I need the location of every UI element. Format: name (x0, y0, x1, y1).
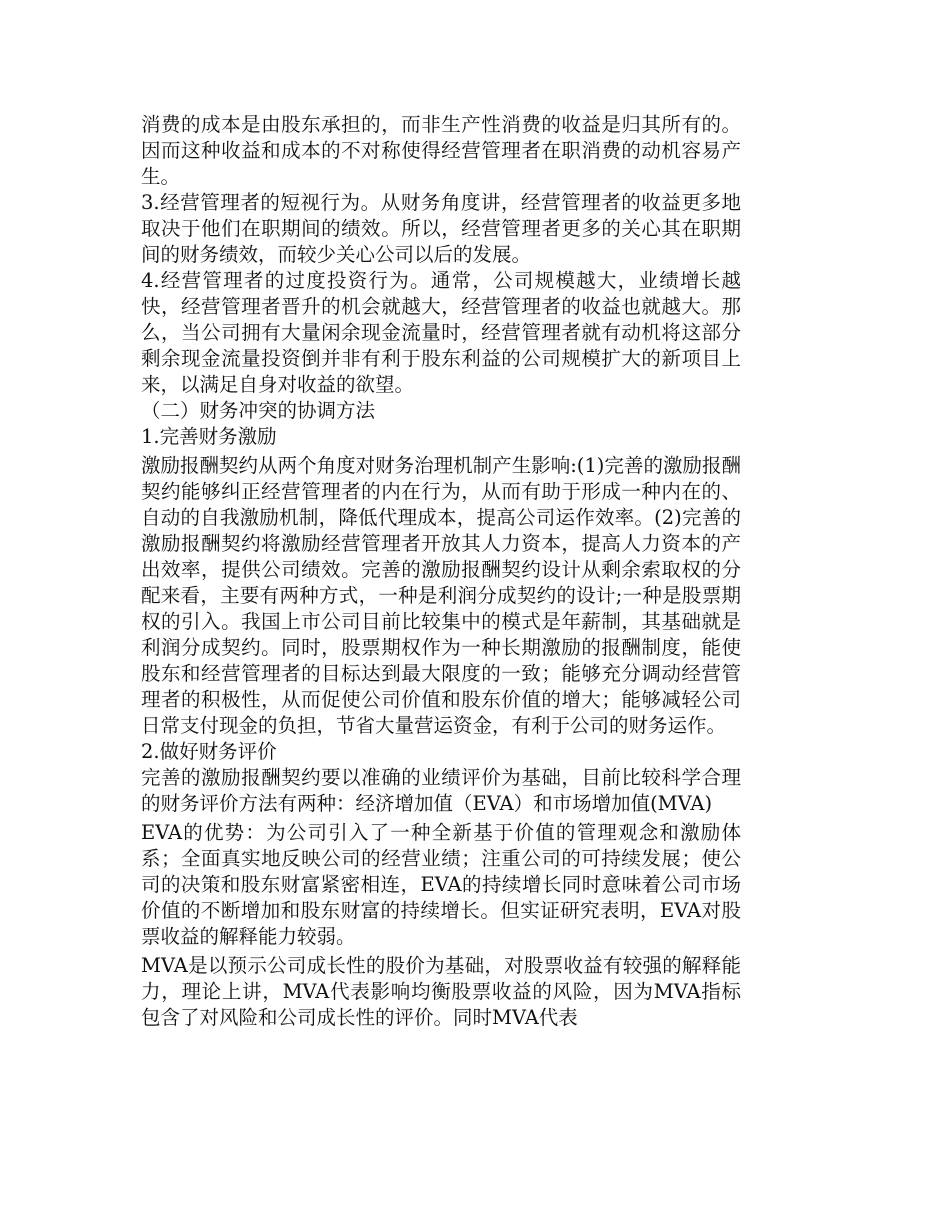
paragraph-incentive-contracts: 激励报酬契约从两个角度对财务治理机制产生影响:(1)完善的激励报酬契约能够纠正经营管理者的内在行为，从而有助于形成一种内在的、自动的自我激励机制，降低代理成本，提高公司运作效率。(2)完善的激励报酬契约将激励经营管理者开放其人力资本，提高人力资本的产出效率，提供公司绩效。完善的激励报酬契约设计从剩余索取权的分配来看，主要有两种方式，一种是利润分成契约的设计;一种是股票期权的引入。我国上市公司目前比较集中的模式是年薪制，其基础就是利润分成契约。同时，股票期权作为一种长期激励的报酬制度，能使股东和经营管理者的目标达到最大限度的一致；能够充分调动经营管理者的积极性，从而促使公司价值和股东价值的增大；能够减轻公司日常支付现金的负担，节省大量营运资金，有利于公司的财务运作。 (141, 454, 741, 737)
paragraph-eva-advantages: EVA的优势：为公司引入了一种全新基于价值的管理观念和激励体系；全面真实地反映公司的经营业绩；注重公司的可持续发展；使公司的决策和股东财富紧密相连，EVA的持续增长同时意味着公司市场价值的不断增加和股东财富的持续增长。但实证研究表明，EVA对股票收益的解释能力较弱。 (141, 821, 741, 948)
subheading-financial-incentives: 1.完善财务激励 (141, 425, 277, 448)
paragraph-mva: MVA是以预示公司成长性的股价为基础，对股票收益有较强的解释能力，理论上讲，MVA代表影响均衡股票收益的风险，因为MVA指标包含了对风险和公司成长性的评价。同时MVA代表 (141, 954, 741, 1029)
paragraph-consumption-cost: 消费的成本是由股东承担的，而非生产性消费的收益是归其所有的。因而这种收益和成本的不对称使得经营管理者在职消费的动机容易产生。 (141, 113, 741, 188)
subheading-financial-evaluation: 2.做好财务评价 (141, 740, 277, 763)
paragraph-over-investment: 4.经营管理者的过度投资行为。通常，公司规模越大，业绩增长越快，经营管理者晋升的机会就越大，经营管理者的收益也就越大。那么，当公司拥有大量闲余现金流量时，经营管理者就有动机将这部分剩余现金流量投资倒并非有利于股东利益的公司规模扩大的新项目上来，以满足自身对收益的欲望。 (141, 269, 741, 396)
document-page (141, 112, 741, 1031)
section-heading-coordination-methods: （二）财务冲突的协调方法 (141, 399, 376, 422)
paragraph-evaluation-methods: 完善的激励报酬契约要以准确的业绩评价为基础，目前比较科学合理的财务评价方法有两种：经济增加值（EVA）和市场增加值(MVA) (141, 766, 741, 815)
paragraph-short-sighted-behavior: 3.经营管理者的短视行为。从财务角度讲，经营管理者的收益更多地取决于他们在职期间的绩效。所以，经营管理者更多的关心其在职期间的财务绩效，而较少关心公司以后的发展。 (141, 191, 741, 266)
